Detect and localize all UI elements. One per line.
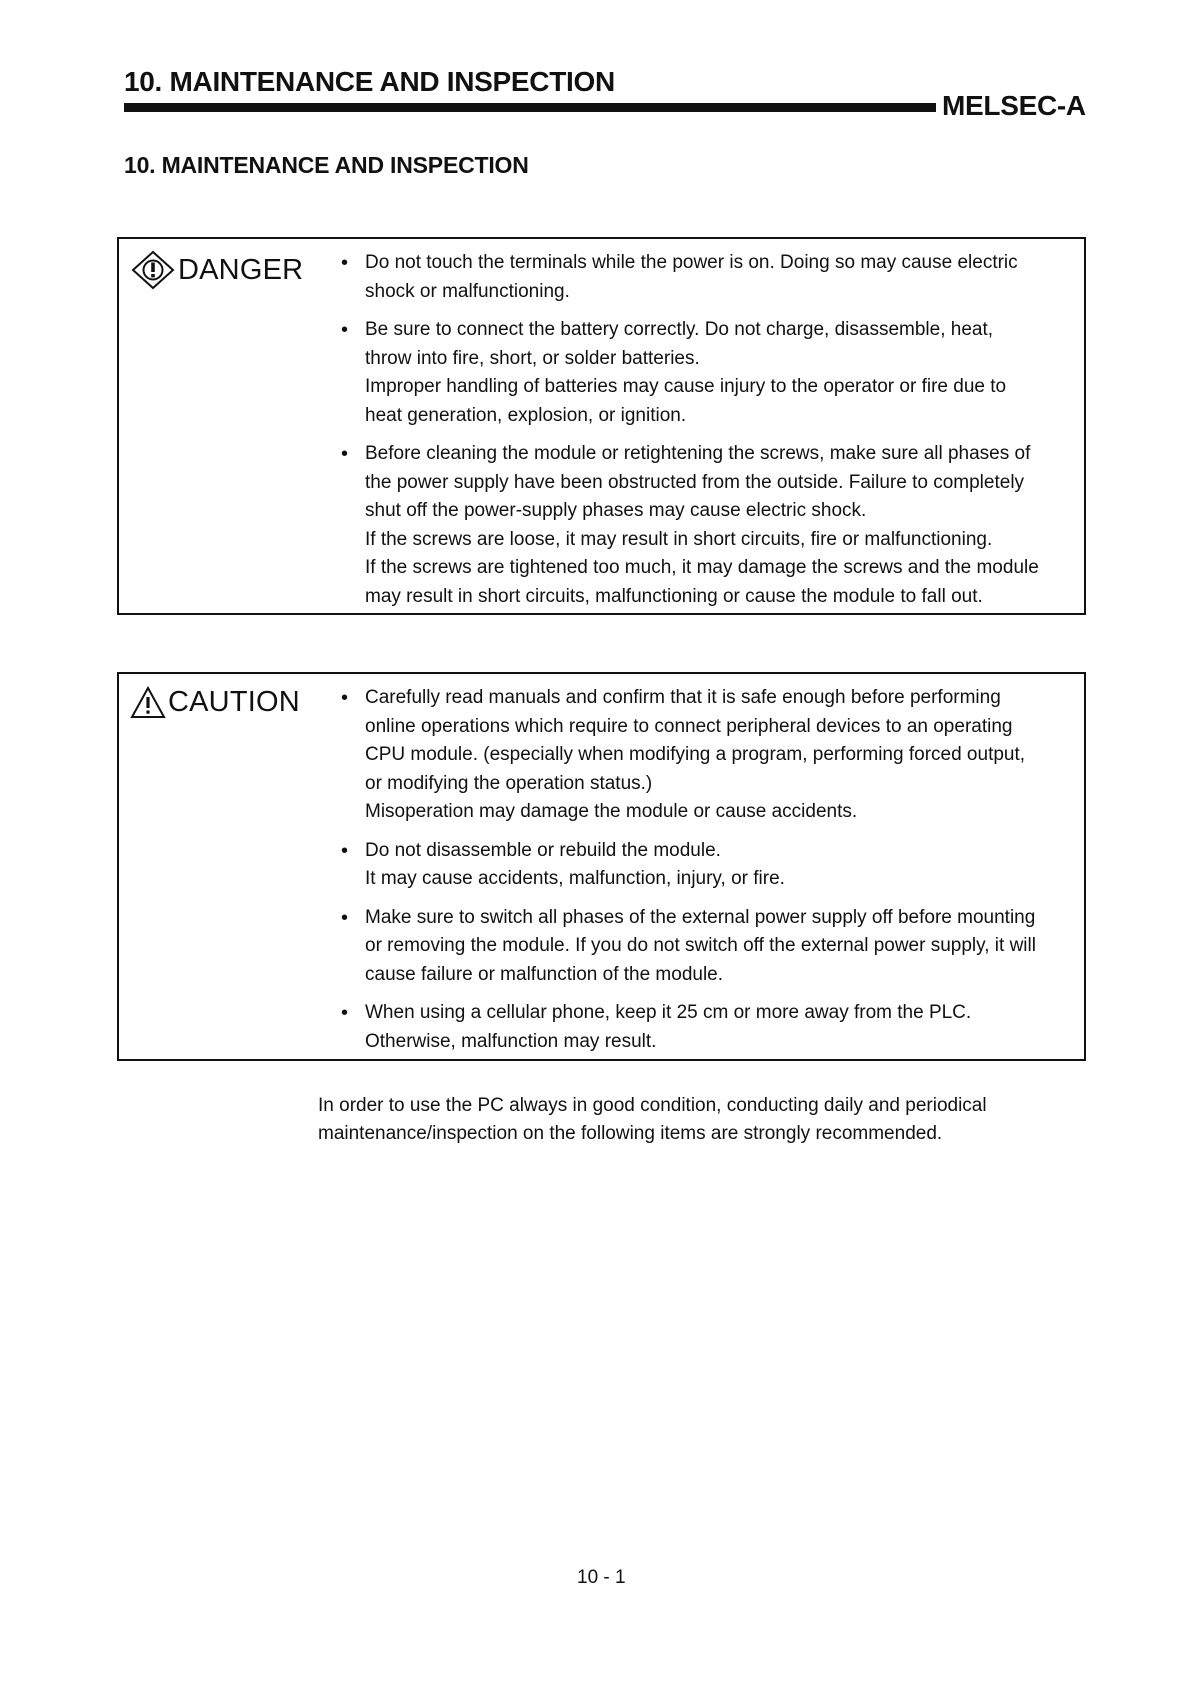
danger-item-line: If the screws are tightened too much, it may damage the screws and the module <box>365 557 1039 578</box>
caution-item-line: • Make sure to switch all phases of the external power supply off before mounting <box>365 906 1036 928</box>
caution-item-line: It may cause accidents, malfunction, injury, or fire. <box>365 868 785 889</box>
danger-label <box>130 249 303 291</box>
danger-item <box>339 316 1076 430</box>
danger-item-line: heat generation, explosion, or ignition. <box>365 404 687 426</box>
caution-item-line: cause failure or malfunction of the module. <box>365 963 724 985</box>
danger-notice-box <box>117 237 1086 615</box>
caution-item-line: CPU module. (especially when modifying a program, performing forced output, <box>365 744 1026 765</box>
danger-diamond-icon <box>130 249 176 291</box>
caution-item <box>339 904 1076 990</box>
header-rule <box>124 103 936 112</box>
intro-line: In order to use the PC always in good condition, conducting daily and periodical <box>318 1095 987 1116</box>
danger-item-line: shock or malfunctioning. <box>365 280 570 302</box>
caution-item <box>339 999 1076 1056</box>
caution-item-line: or removing the module. If you do not switch off the external power supply, it will <box>365 935 1036 956</box>
danger-item-line: • Be sure to connect the battery correctly. Do not charge, disassemble, heat, <box>365 319 994 340</box>
caution-item-line: online operations which require to connect peripheral devices to an operating <box>365 715 1013 737</box>
danger-item <box>339 440 1076 611</box>
caution-item <box>339 684 1076 827</box>
caution-item <box>339 837 1076 894</box>
danger-item-line: shut off the power-supply phases may cause electric shock. <box>365 500 867 521</box>
caution-item-line: • Carefully read manuals and confirm that it is safe enough before performing <box>365 687 1001 708</box>
danger-item-line: Improper handling of batteries may cause injury to the operator or fire due to <box>365 376 1007 397</box>
danger-item-line: • Before cleaning the module or retightening the screws, make sure all phases of <box>365 443 1031 464</box>
caution-item-line: • When using a cellular phone, keep it 25 cm or more away from the PLC. <box>365 1002 972 1023</box>
danger-item-line: the power supply have been obstructed from the outside. Failure to completely <box>365 471 1025 493</box>
caution-item-line: • Do not disassemble or rebuild the module. <box>365 839 721 861</box>
danger-item-line: may result in short circuits, malfunctioning or cause the module to fall out. <box>365 585 983 607</box>
caution-notice-box <box>117 672 1086 1061</box>
caution-item-line: or modifying the operation status.) <box>365 772 653 794</box>
danger-item-line: If the screws are loose, it may result in short circuits, fire or malfunctioning. <box>365 528 993 550</box>
intro-line: maintenance/inspection on the following items are strongly recommended. <box>318 1123 943 1144</box>
danger-item <box>339 249 1076 306</box>
header-brand: MELSEC-A <box>942 90 1086 121</box>
section-heading: 10. MAINTENANCE AND INSPECTION <box>124 152 529 178</box>
danger-item-line: throw into fire, short, or solder batteries. <box>365 347 700 369</box>
caution-triangle-icon <box>130 684 166 720</box>
caution-label-text: CAUTION <box>168 685 300 718</box>
caution-item-line: Otherwise, malfunction may result. <box>365 1030 657 1052</box>
caution-label <box>130 684 300 720</box>
header-title: 10. MAINTENANCE AND INSPECTION <box>124 66 615 97</box>
caution-item-line: Misoperation may damage the module or cause accidents. <box>365 801 858 822</box>
intro-paragraph <box>318 1092 987 1148</box>
page-number: 10 - 1 <box>577 1567 626 1588</box>
danger-item-line: • Do not touch the terminals while the power is on. Doing so may cause electric <box>365 252 1018 273</box>
danger-label-text: DANGER <box>178 253 304 286</box>
